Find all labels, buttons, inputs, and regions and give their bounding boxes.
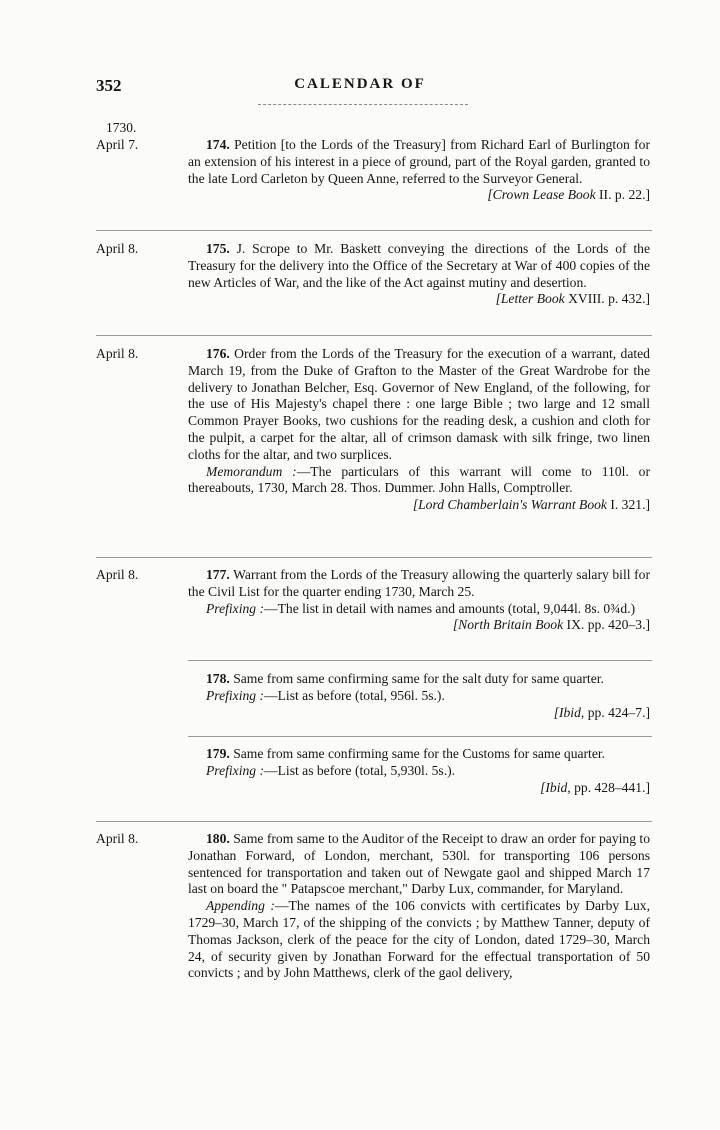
entry-text: Same from same confirming same for the salt duty for same quarter. bbox=[233, 671, 604, 686]
entry-number: 179. bbox=[206, 746, 230, 761]
entry-date: April 8. bbox=[96, 831, 139, 846]
entry-text: Order from the Lords of the Treasury for the execution of a warrant, dated March 19, from the Duke of Grafton to the Master of the Great Wardrobe for the delivery to Jonathan Belcher, Esq. Governor of New England, of the following, for the use of His Majesty's chapel there : one large Bible ; two large and 12 small Common Prayer Books, two cushions for the reading desk, a cushion and cloth for the pulpit, a carpet for the altar, all of crimson damask with silk fringe, two linen cloths for the altar, and two surplices. bbox=[188, 346, 650, 462]
entry-divider bbox=[96, 230, 652, 231]
memo-text: —The particulars of this warrant will come to 110l. or thereabouts, 1730, March 28. Thos. Dummer. John Halls, Comptroller. bbox=[188, 463, 650, 496]
header-rule bbox=[258, 104, 468, 105]
entry-reference: [Crown Lease Book II. p. 22.] bbox=[487, 187, 650, 203]
running-title: CALENDAR OF bbox=[294, 76, 426, 92]
entry-177 bbox=[188, 567, 650, 634]
entry-divider bbox=[96, 821, 652, 822]
memo-lead: Prefixing : bbox=[206, 762, 265, 778]
memo-lead: Memorandum : bbox=[206, 463, 297, 479]
memo-lead: Appending : bbox=[206, 898, 275, 914]
entry-180 bbox=[188, 831, 650, 982]
entry-text: Same from same confirming same for the Customs for same quarter. bbox=[233, 746, 606, 761]
entry-number: 175. bbox=[206, 241, 230, 256]
entry-178 bbox=[188, 671, 650, 721]
memo-text: —The names of the 106 convicts with certificates by Darby Lux, 1729–30, March 17, of the shipping of the convicts ; by Matthew Tanner, deputy of Thomas Jackson, clerk of the peace for the city of London, dated 1729–30, March 24, of security given by Jonathan Forward for the effectual transportation of 50 convicts ; and by John Matthews, clerk of the gaol delivery, bbox=[188, 898, 650, 981]
entry-text: Warrant from the Lords of the Treasury allowing the quarterly salary bill for the Civil List for the quarter ending 1730, March 25. bbox=[188, 567, 650, 599]
memo-lead: Prefixing : bbox=[206, 687, 265, 703]
memo-text: —The list in detail with names and amounts (total, 9,044l. 8s. 0¾d.) bbox=[264, 600, 636, 616]
entry-reference: [Letter Book XVIII. p. 432.] bbox=[495, 291, 650, 307]
entry-number: 174. bbox=[206, 137, 230, 152]
entry-reference: [North Britain Book IX. pp. 420–3.] bbox=[452, 617, 650, 633]
entry-date: April 8. bbox=[96, 567, 139, 582]
entry-reference: [Ibid, pp. 424–7.] bbox=[553, 704, 650, 720]
entry-174 bbox=[188, 137, 650, 204]
entry-divider bbox=[96, 335, 652, 336]
entry-number: 178. bbox=[206, 671, 230, 686]
entry-divider bbox=[188, 660, 652, 661]
memo-lead: Prefixing : bbox=[206, 600, 265, 616]
entry-179 bbox=[188, 746, 650, 796]
page-number: 352 bbox=[96, 76, 122, 95]
entry-text: Same from same to the Auditor of the Receipt to draw an order for paying to Jonathan Forward, of London, merchant, 530l. for transporting 106 persons sentenced for transportation and taken out of Newgate gaol and shipped March 17 last on board the " Patapscoe merchant," Darby Lux, commander, for Maryland. bbox=[188, 831, 650, 897]
entry-date: April 8. bbox=[96, 346, 139, 361]
entry-divider bbox=[96, 557, 652, 558]
entry-number: 180. bbox=[206, 831, 230, 846]
entry-176 bbox=[188, 346, 650, 514]
year-label: 1730. bbox=[106, 120, 137, 135]
entry-number: 177. bbox=[206, 567, 230, 582]
entry-date: April 8. bbox=[96, 241, 139, 256]
entry-text: Petition [to the Lords of the Treasury] from Richard Earl of Burlington for an extension of his interest in a piece of ground, part of the Royal garden, granted to the late Lord Carleton by Queen Anne, referred to the Surveyor General. bbox=[188, 137, 650, 186]
entry-number: 176. bbox=[206, 346, 230, 361]
entry-175 bbox=[188, 241, 650, 308]
entry-reference: [Lord Chamberlain's Warrant Book I. 321.] bbox=[412, 497, 650, 513]
entry-reference: [Ibid, pp. 428–441.] bbox=[540, 779, 650, 795]
entry-text: J. Scrope to Mr. Baskett conveying the directions of the Lords of the Treasury for the delivery into the Office of the Secretary at War of 400 copies of the new Articles of War, and the like of the Act against mutiny and desertion. bbox=[188, 241, 650, 290]
entry-divider bbox=[188, 736, 652, 737]
entry-date: April 7. bbox=[96, 137, 139, 152]
memo-text: —List as before (total, 956l. 5s.). bbox=[264, 687, 445, 703]
memo-text: —List as before (total, 5,930l. 5s.). bbox=[264, 762, 456, 778]
